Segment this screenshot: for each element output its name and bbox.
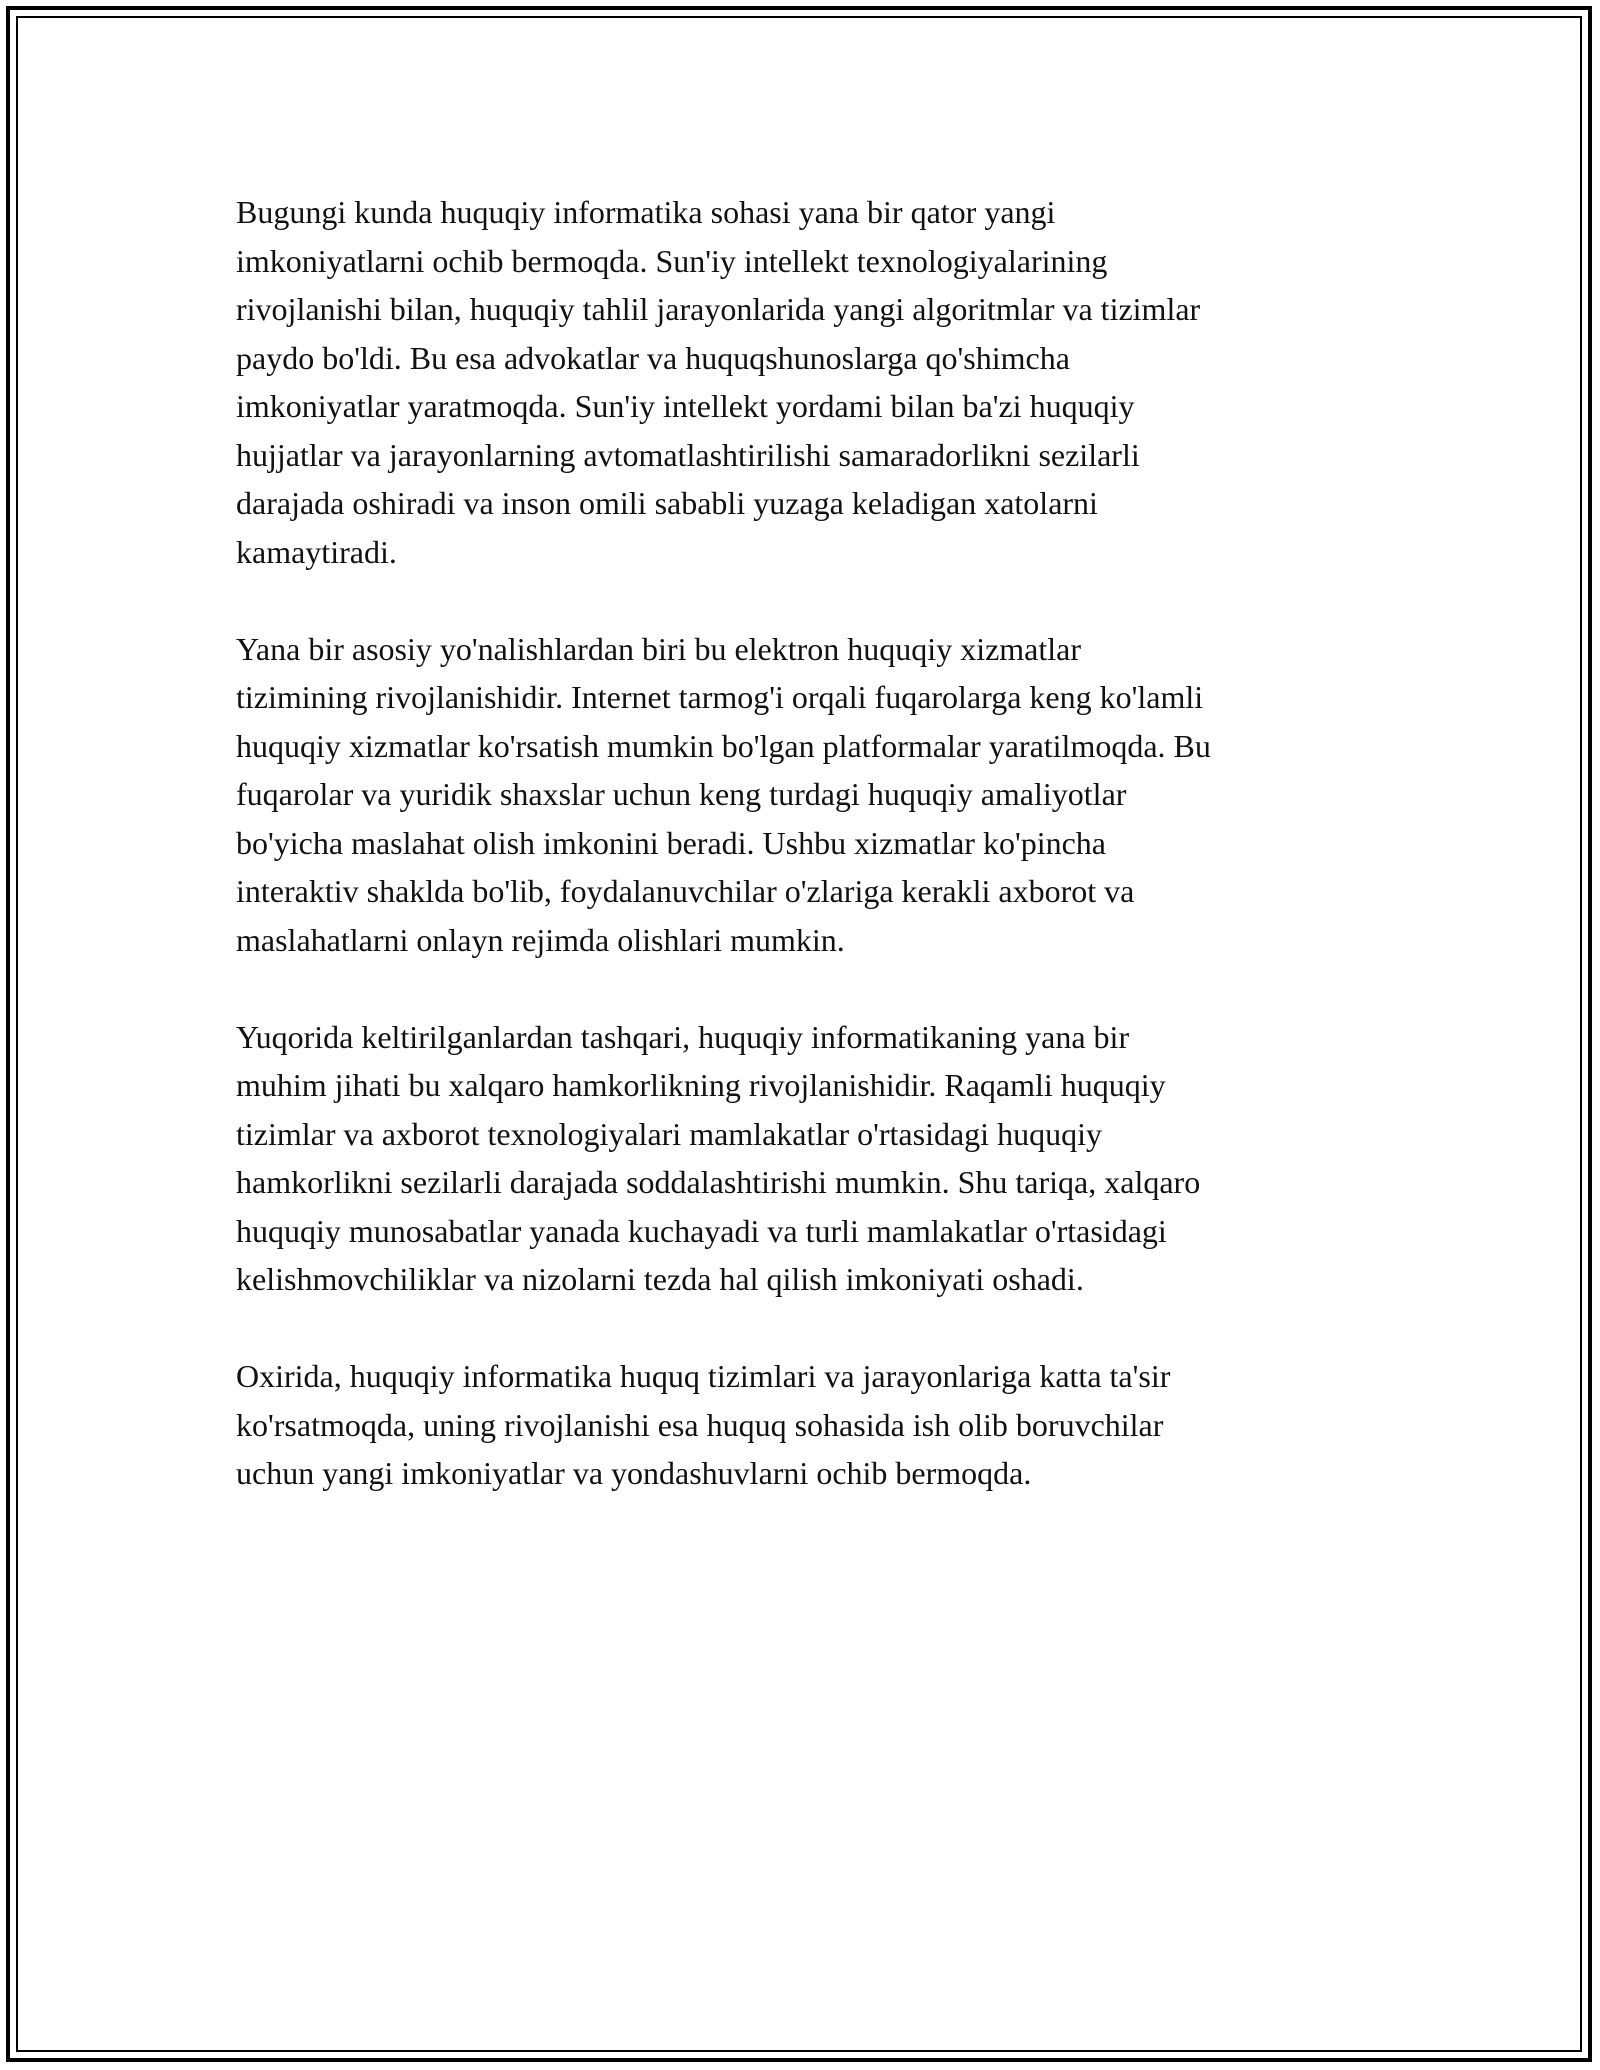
paragraph-line: uchun yangi imkoniyatlar va yondashuvlarni ochib bermoqda. — [236, 1455, 1032, 1491]
paragraph-line: tizimlar va axborot texnologiyalari mamlakatlar o'rtasidagi huquqiy — [236, 1115, 1102, 1152]
paragraph-line: Oxirida, huquqiy informatika huquq tizimlari va jarayonlariga katta ta'sir — [236, 1358, 1171, 1394]
paragraph-line: imkoniyatlar yaratmoqda. Sun'iy intellekt yordami bilan ba'zi huquqiy — [236, 388, 1135, 424]
paragraph-line: maslahatlarni onlayn rejimda olishlari mumkin. — [236, 921, 845, 958]
paragraph-line: huquqiy xizmatlar ko'rsatish mumkin bo'lgan platformalar yaratilmoqda. Bu — [236, 727, 1211, 764]
paragraph-line: fuqarolar va yuridik shaxslar uchun keng turdagi huquqiy amaliyotlar — [236, 776, 1127, 812]
paragraph-2 — [236, 625, 1366, 965]
paragraph-line: kamaytiradi. — [236, 533, 397, 570]
paragraph-line: ko'rsatmoqda, uning rivojlanishi esa huquq sohasida ish olib boruvchilar — [236, 1406, 1164, 1443]
paragraph-line: rivojlanishi bilan, huquqiy tahlil jarayonlarida yangi algoritmlar va tizimlar — [236, 291, 1201, 327]
paragraph-line: interaktiv shaklda bo'lib, foydalanuvchilar o'zlariga kerakli axborot va — [236, 873, 1135, 909]
paragraph-line: Bugungi kunda huquqiy informatika sohasi yana bir qator yangi — [236, 194, 1056, 230]
paragraph-line: hamkorlikni sezilarli darajada soddalashtirishi mumkin. Shu tariqa, xalqaro — [236, 1164, 1201, 1200]
paragraph-line: huquqiy munosabatlar yanada kuchayadi va turli mamlakatlar o'rtasidagi — [236, 1212, 1167, 1249]
paragraph-line: muhim jihati bu xalqaro hamkorlikning rivojlanishidir. Raqamli huquqiy — [236, 1067, 1166, 1103]
paragraph-line: kelishmovchiliklar va nizolarni tezda hal qilish imkoniyati oshadi. — [236, 1261, 1084, 1297]
paragraph-line: paydo bo'ldi. Bu esa advokatlar va huquqshunoslarga qo'shimcha — [236, 339, 1070, 376]
paragraph-line: hujjatlar va jarayonlarning avtomatlashtirilishi samaradorlikni sezilarli — [236, 436, 1140, 473]
paragraph-4 — [236, 1352, 1366, 1498]
paragraph-line: tizimining rivojlanishidir. Internet tarmog'i orqali fuqarolarga keng ko'lamli — [236, 679, 1204, 715]
paragraph-3 — [236, 1013, 1366, 1304]
paragraph-line: Yuqorida keltirilganlardan tashqari, huquqiy informatikaning yana bir — [236, 1018, 1130, 1055]
paragraph-line: darajada oshiradi va inson omili sababli yuzaga keladigan xatolarni — [236, 485, 1098, 521]
paragraph-line: bo'yicha maslahat olish imkonini beradi. Ushbu xizmatlar ko'pincha — [236, 824, 1106, 861]
paragraph-line: imkoniyatlarni ochib bermoqda. Sun'iy intellekt texnologiyalarining — [236, 242, 1108, 279]
paragraph-1 — [236, 188, 1366, 576]
document-body — [236, 188, 1366, 1546]
paragraph-line: Yana bir asosiy yo'nalishlardan biri bu elektron huquqiy xizmatlar — [236, 630, 1082, 667]
